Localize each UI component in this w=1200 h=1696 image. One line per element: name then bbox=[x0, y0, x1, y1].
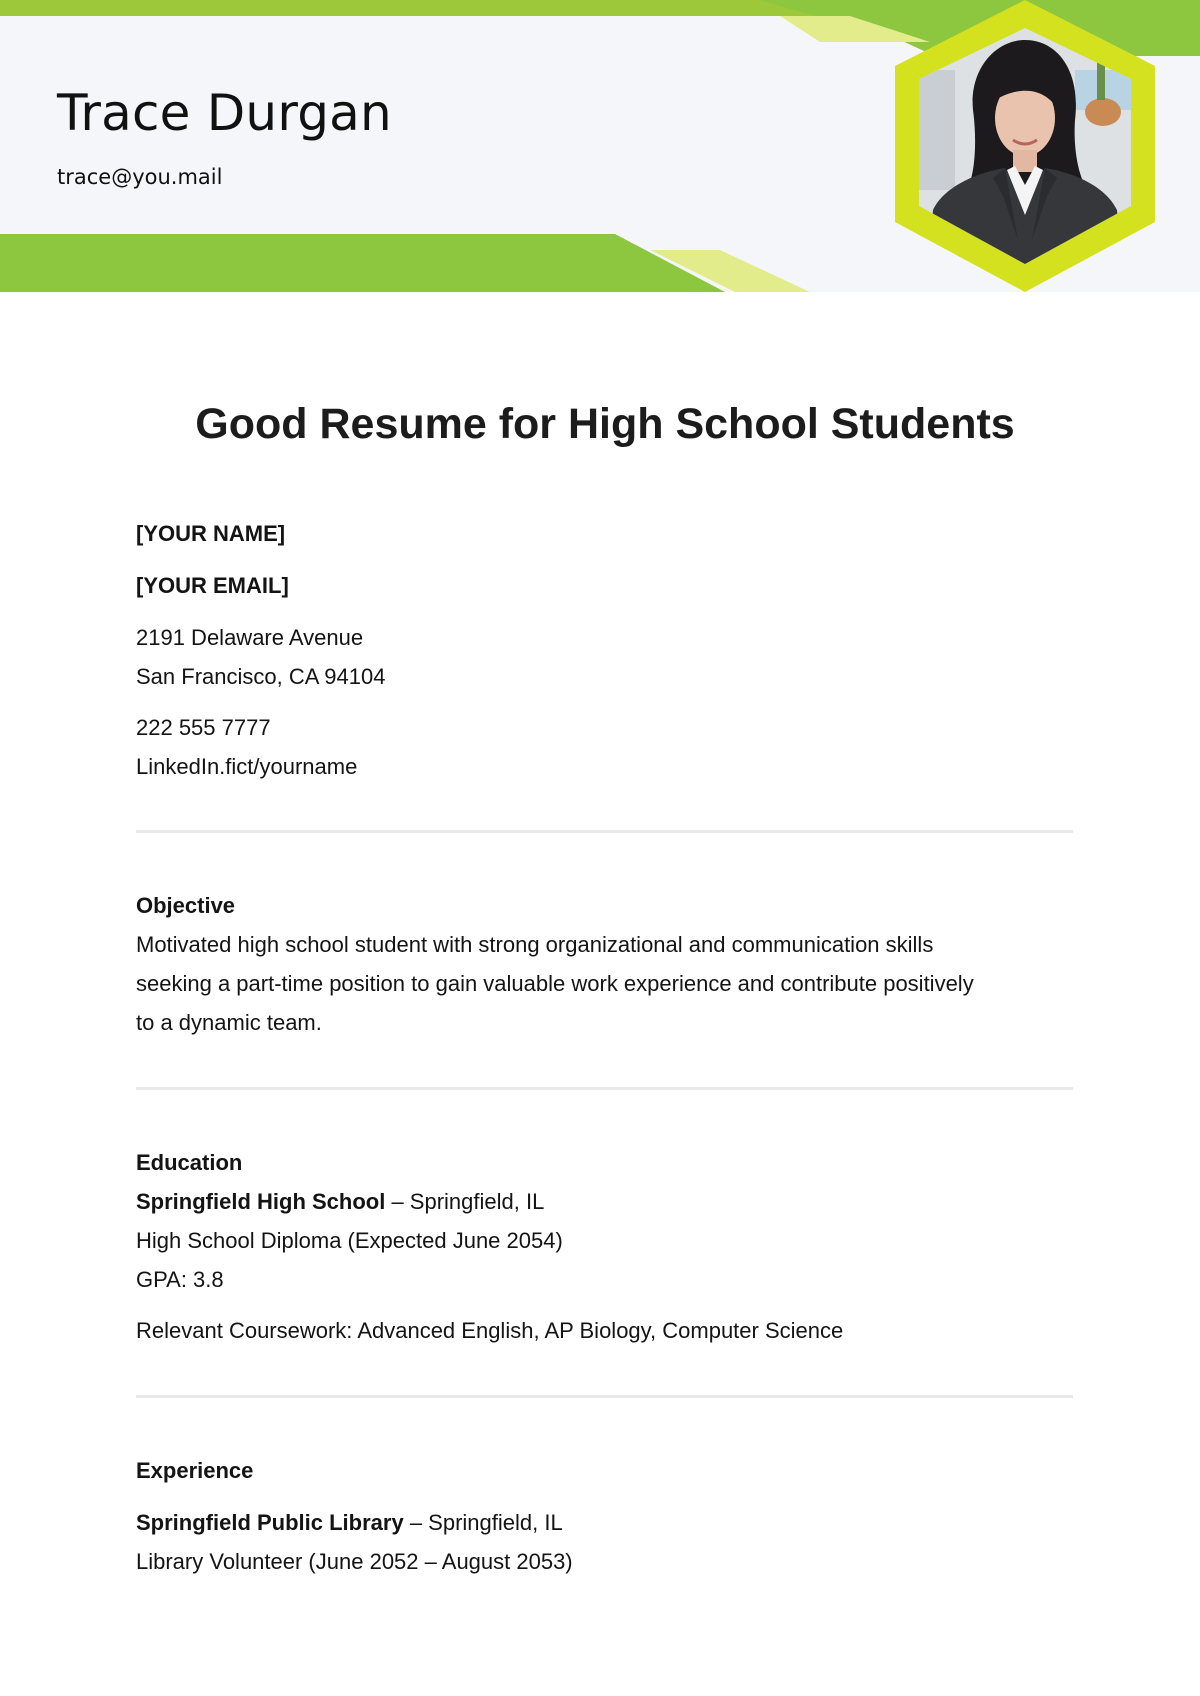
divider bbox=[136, 1087, 1073, 1090]
address-line2: San Francisco, CA 94104 bbox=[136, 664, 386, 689]
education-heading: Education bbox=[136, 1150, 243, 1175]
experience-location: – Springfield, IL bbox=[403, 1510, 563, 1535]
contact-email: [YOUR EMAIL] bbox=[136, 573, 289, 598]
education-coursework: Relevant Coursework: Advanced English, AP Biology, Computer Science bbox=[136, 1318, 844, 1343]
experience-org: Springfield Public Library bbox=[136, 1510, 404, 1535]
objective-line: Motivated high school student with strong organizational and communication skills bbox=[136, 932, 934, 957]
education-coursework-block bbox=[136, 1311, 1073, 1350]
contact-address bbox=[136, 618, 1073, 696]
education-gpa: GPA: 3.8 bbox=[136, 1267, 224, 1292]
objective-heading: Objective bbox=[136, 893, 236, 918]
divider bbox=[136, 830, 1073, 833]
experience-org-line bbox=[136, 1503, 1073, 1542]
objective-section bbox=[136, 886, 1073, 1042]
contact-email-block bbox=[136, 566, 1073, 605]
experience-role: Library Volunteer (June 2052 – August 2053) bbox=[136, 1549, 573, 1574]
education-location: – Springfield, IL bbox=[385, 1189, 545, 1214]
contact-linkedin[interactable]: LinkedIn.fict/yourname bbox=[136, 754, 358, 779]
education-school-line bbox=[136, 1182, 1073, 1221]
contact-section bbox=[136, 514, 1073, 553]
profile-photo bbox=[885, 0, 1165, 292]
address-line1: 2191 Delaware Avenue bbox=[136, 625, 364, 650]
header-email: trace@you.mail bbox=[57, 165, 223, 189]
header-name: Trace Durgan bbox=[57, 84, 392, 142]
contact-name: [YOUR NAME] bbox=[136, 521, 286, 546]
education-school: Springfield High School bbox=[136, 1189, 386, 1214]
objective-line: seeking a part-time position to gain valuable work experience and contribute positively bbox=[136, 971, 974, 996]
header-banner bbox=[0, 0, 1200, 292]
experience-heading: Experience bbox=[136, 1458, 254, 1483]
divider bbox=[136, 1395, 1073, 1398]
page-title: Good Resume for High School Students bbox=[195, 400, 1015, 448]
objective-line: to a dynamic team. bbox=[136, 1010, 322, 1035]
contact-phone: 222 555 7777 bbox=[136, 715, 271, 740]
experience-entry bbox=[136, 1503, 1073, 1581]
contact-links bbox=[136, 708, 1073, 786]
experience-section bbox=[136, 1451, 1073, 1490]
education-diploma: High School Diploma (Expected June 2054) bbox=[136, 1228, 563, 1253]
education-section bbox=[136, 1143, 1073, 1299]
